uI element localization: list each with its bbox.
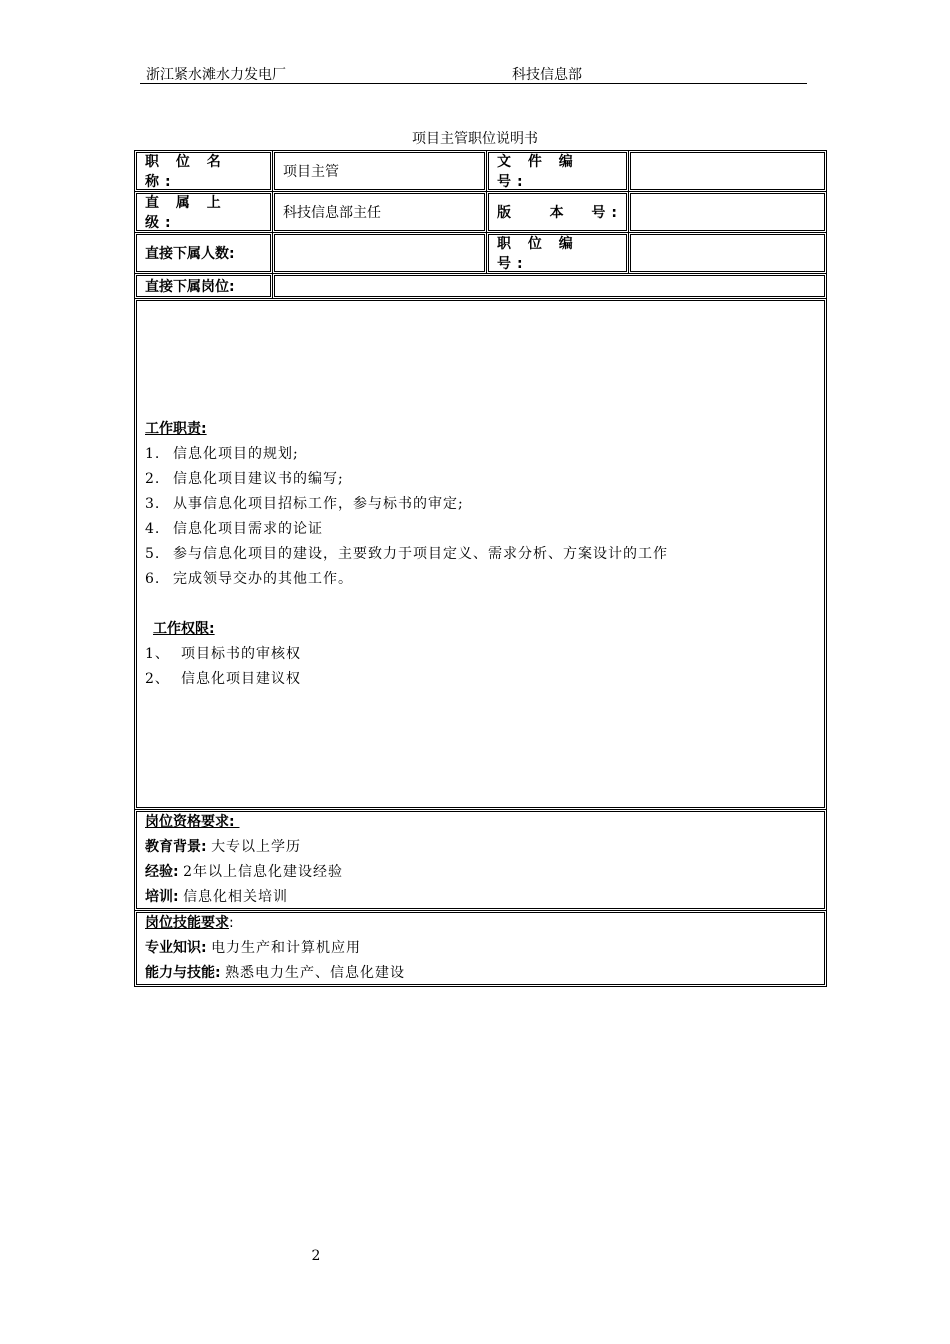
skills-block — [135, 911, 827, 987]
subordinate-posts-label: 直接下属岗位: — [135, 274, 273, 299]
qualification-block — [135, 810, 827, 911]
position-no-value — [629, 233, 827, 274]
header-rule — [140, 83, 807, 84]
subordinate-posts-value — [273, 274, 827, 299]
duty-item: 1. 信息化项目的规划; — [145, 445, 299, 462]
duties-authority-block — [135, 299, 827, 810]
knowledge-line: 专业知识: 电力生产和计算机应用 — [145, 940, 362, 956]
training-line: 培训: 信息化相关培训 — [145, 889, 289, 905]
skills-title-suffix: : — [229, 915, 234, 931]
row-position-name — [135, 151, 827, 192]
duty-item: 4. 信息化项目需求的论证 — [145, 520, 323, 537]
page-number: 2 — [311, 1248, 321, 1264]
duty-item: 3. 从事信息化项目招标工作，参与标书的审定; — [145, 495, 464, 512]
header-company: 浙江紧水滩水力发电厂 — [146, 67, 286, 83]
duty-item: 2. 信息化项目建议书的编写; — [145, 470, 344, 487]
row-subordinate-count — [135, 233, 827, 274]
position-name-value: 项目主管 — [273, 151, 487, 192]
authority-item: 2、 信息化项目建议权 — [145, 670, 301, 687]
row-superior — [135, 192, 827, 233]
subordinate-count-label: 直接下属人数: — [135, 233, 273, 274]
superior-label: 直 属 上 级: — [135, 192, 273, 233]
file-no-value — [629, 151, 827, 192]
duty-item: 5. 参与信息化项目的建设，主要致力于项目定义、需求分析、方案设计的工作 — [145, 545, 668, 562]
duties-title: 工作职责: — [145, 420, 207, 437]
skills-title-line — [145, 911, 816, 936]
header-department: 科技信息部 — [512, 67, 582, 83]
row-qualification — [135, 810, 827, 911]
authority-item: 1、 项目标书的审核权 — [145, 645, 301, 662]
experience-line: 经验: 2年以上信息化建设经验 — [145, 864, 343, 880]
authority-title: 工作权限: — [153, 620, 215, 637]
position-no-label: 职 位 编 号: — [487, 233, 629, 274]
row-skills — [135, 911, 827, 987]
education-line: 教育背景: 大专以上学历 — [145, 839, 302, 855]
version-value — [629, 192, 827, 233]
file-no-label: 文 件 编 号: — [487, 151, 629, 192]
qualification-title: 岗位资格要求: — [145, 814, 240, 830]
job-description-table — [134, 150, 827, 987]
row-duties — [135, 299, 827, 810]
document-title: 项目主管职位说明书 — [412, 131, 538, 147]
superior-value: 科技信息部主任 — [273, 192, 487, 233]
duty-item: 6. 完成领导交办的其他工作。 — [145, 570, 353, 587]
ability-line: 能力与技能: 熟悉电力生产、信息化建设 — [145, 965, 406, 981]
position-name-label: 职 位 名 称: — [135, 151, 273, 192]
subordinate-count-value — [273, 233, 487, 274]
skills-title: 岗位技能要求 — [145, 915, 229, 931]
row-subordinate-posts — [135, 274, 827, 299]
version-label: 版 本 号: — [487, 192, 629, 233]
